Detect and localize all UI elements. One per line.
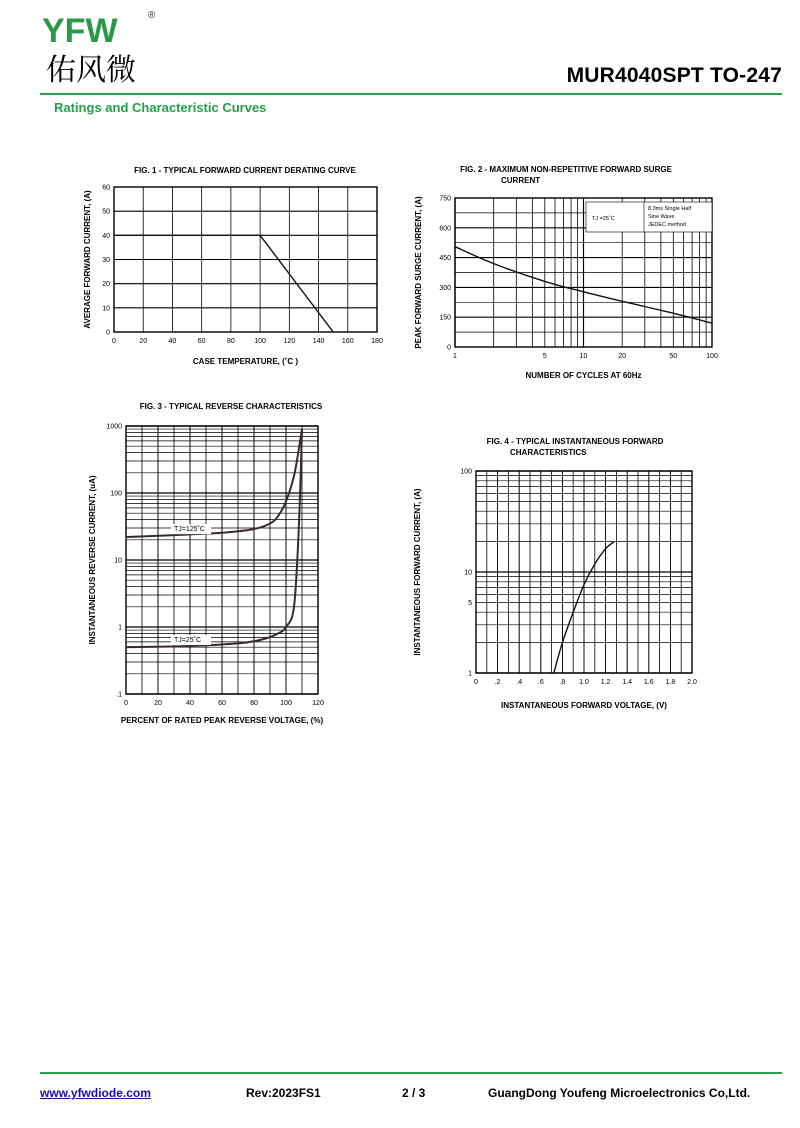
fig1-y-tick-label: 20 — [102, 281, 110, 289]
fig2-x-tick-label: 5 — [542, 353, 547, 360]
fig2-x-axis-label: NUMBER OF CYCLES AT 60Hz — [525, 371, 642, 380]
fig3-x-tick-label: 20 — [154, 700, 162, 707]
fig3-x-tick-label: 40 — [186, 700, 194, 707]
fig1-x-tick-label: 40 — [168, 338, 177, 345]
fig3-x-tick-label: 0 — [124, 700, 128, 707]
fig1-y-tick-label: 30 — [102, 257, 110, 264]
fig1-y-tick-label: 50 — [102, 208, 110, 216]
fig2-annotation-text: TJ =25˚C — [592, 216, 615, 222]
fig1-y-axis-label: AVERAGE FORWARD CURRENT, (A) — [83, 190, 92, 329]
fig4-y-tick-label: 1 — [468, 670, 472, 678]
fig1-title: FIG. 1 - TYPICAL FORWARD CURRENT DERATING CURVE — [134, 166, 356, 175]
page-number: 2 / 3 — [402, 1086, 426, 1100]
fig3-x-tick-label: 80 — [250, 700, 258, 707]
fig1-x-tick-label: 80 — [226, 338, 235, 345]
fig3-series-label: TJ=125˚C — [174, 526, 205, 534]
fig1-x-tick-label: 0 — [112, 338, 116, 345]
fig3-chart — [88, 402, 324, 725]
fig2-annotation-text: 8.3ms Single Half — [648, 206, 692, 212]
fig4-y-tick-label: 10 — [464, 569, 472, 577]
fig3-y-axis-label: INSTANTANEOUS REVERSE CURRENT, (uA) — [88, 475, 97, 645]
fig2-x-tick-label: 50 — [669, 353, 678, 360]
fig3-title: FIG. 3 - TYPICAL REVERSE CHARACTERISTICS — [139, 402, 323, 411]
fig2-y-tick-label: 300 — [439, 284, 451, 292]
fig2-y-tick-label: 450 — [439, 255, 451, 263]
fig1-chart — [83, 166, 383, 366]
fig1-x-tick-label: 180 — [371, 338, 383, 345]
fig1-grid — [114, 187, 377, 332]
website-link[interactable]: www.yfwdiode.com — [40, 1086, 151, 1100]
fig4-title-line2: CHARACTERISTICS — [510, 448, 587, 457]
fig3-grid — [126, 426, 318, 694]
fig1-y-tick-label: 60 — [102, 184, 110, 192]
fig4-x-tick-label: 1.6 — [643, 679, 654, 686]
fig4-x-tick-label: 1.8 — [665, 679, 676, 686]
fig1-y-tick-label: 10 — [102, 305, 110, 313]
fig2-y-tick-label: 750 — [439, 195, 451, 203]
fig4-x-tick-label: .4 — [516, 679, 523, 686]
fig3-series-line-1 — [126, 429, 302, 647]
fig4-x-axis-label: INSTANTANEOUS FORWARD VOLTAGE, (V) — [501, 701, 667, 710]
logo-letters: YFW — [42, 12, 118, 50]
fig1-x-tick-label: 120 — [283, 338, 296, 345]
fig4-grid — [476, 471, 692, 673]
fig2-y-tick-label: 600 — [439, 225, 451, 233]
fig1-y-tick-label: 40 — [102, 232, 110, 240]
fig4-x-tick-label: .2 — [494, 679, 501, 686]
fig3-x-tick-label: 100 — [280, 700, 292, 707]
fig2-x-tick-label: 1 — [453, 353, 457, 360]
fig3-y-tick-label: 100 — [110, 490, 122, 498]
fig3-y-tick-label: 1000 — [106, 423, 122, 431]
fig3-x-tick-label: 120 — [312, 700, 324, 707]
fig4-x-tick-label: .6 — [537, 679, 544, 686]
fig3-series-label: TJ=25˚C — [174, 637, 202, 645]
fig2-x-tick-label: 100 — [706, 353, 718, 360]
fig2-x-tick-label: 10 — [579, 353, 588, 360]
fig2-y-tick-label: 0 — [447, 344, 451, 352]
fig2-y-tick-label: 150 — [439, 314, 451, 322]
fig3-y-tick-label: 1 — [118, 624, 122, 632]
fig3-y-tick-label: .1 — [116, 691, 122, 699]
fig4-x-tick-label: 1.4 — [622, 679, 633, 686]
fig4-x-tick-label: .8 — [559, 679, 566, 686]
fig2-annotation-text: Sine Wave — [648, 214, 675, 220]
company-name: GuangDong Youfeng Microelectronics Co,Ltd. — [488, 1086, 751, 1100]
fig4-x-tick-label: 1.0 — [579, 679, 589, 686]
fig1-x-tick-label: 100 — [254, 338, 266, 345]
fig3-y-tick-label: 10 — [114, 557, 122, 565]
logo-chinese-name: 佑风微 — [46, 54, 136, 87]
section-title: Ratings and Characteristic Curves — [54, 100, 267, 115]
fig2-chart — [414, 165, 718, 380]
fig4-x-tick-label: 0 — [474, 679, 478, 686]
fig4-x-tick-label: 2.0 — [687, 679, 697, 686]
fig1-x-tick-label: 140 — [312, 338, 325, 345]
registered-mark: ® — [148, 10, 156, 21]
fig2-x-tick-label: 20 — [618, 353, 627, 360]
fig4-y-tick-label: 5 — [468, 599, 472, 607]
fig4-chart — [413, 437, 697, 710]
fig2-title-line2: CURRENT — [501, 176, 541, 185]
fig4-y-tick-label: 100 — [460, 468, 472, 476]
fig4-y-axis-label: INSTANTANEOUS FORWARD CURRENT, (A) — [413, 488, 422, 656]
fig1-x-tick-label: 60 — [197, 338, 206, 345]
fig4-x-tick-label: 1.2 — [600, 679, 611, 686]
fig1-y-tick-label: 0 — [106, 329, 110, 337]
fig1-x-axis-label: CASE TEMPERATURE, (˚C ) — [192, 357, 299, 366]
part-title: MUR4040SPT TO-247 — [566, 64, 782, 87]
fig4-title: FIG. 4 - TYPICAL INSTANTANEOUS FORWARD — [486, 437, 664, 446]
fig3-x-axis-label: PERCENT OF RATED PEAK REVERSE VOLTAGE, (%) — [120, 716, 324, 725]
footer-divider — [40, 1072, 782, 1074]
fig1-x-tick-label: 160 — [341, 338, 354, 345]
fig2-annotation-text: JEDEC method — [648, 222, 686, 228]
fig1-x-tick-label: 20 — [139, 338, 148, 345]
revision-label: Rev:2023FS1 — [246, 1086, 321, 1100]
fig3-series-line-0 — [126, 429, 302, 537]
fig2-title: FIG. 2 - MAXIMUM NON-REPETITIVE FORWARD SURGE — [460, 165, 672, 174]
fig3-x-tick-label: 60 — [218, 700, 226, 707]
fig2-y-axis-label: PEAK FORWARD SURGE CURRENT, (A) — [414, 196, 423, 349]
